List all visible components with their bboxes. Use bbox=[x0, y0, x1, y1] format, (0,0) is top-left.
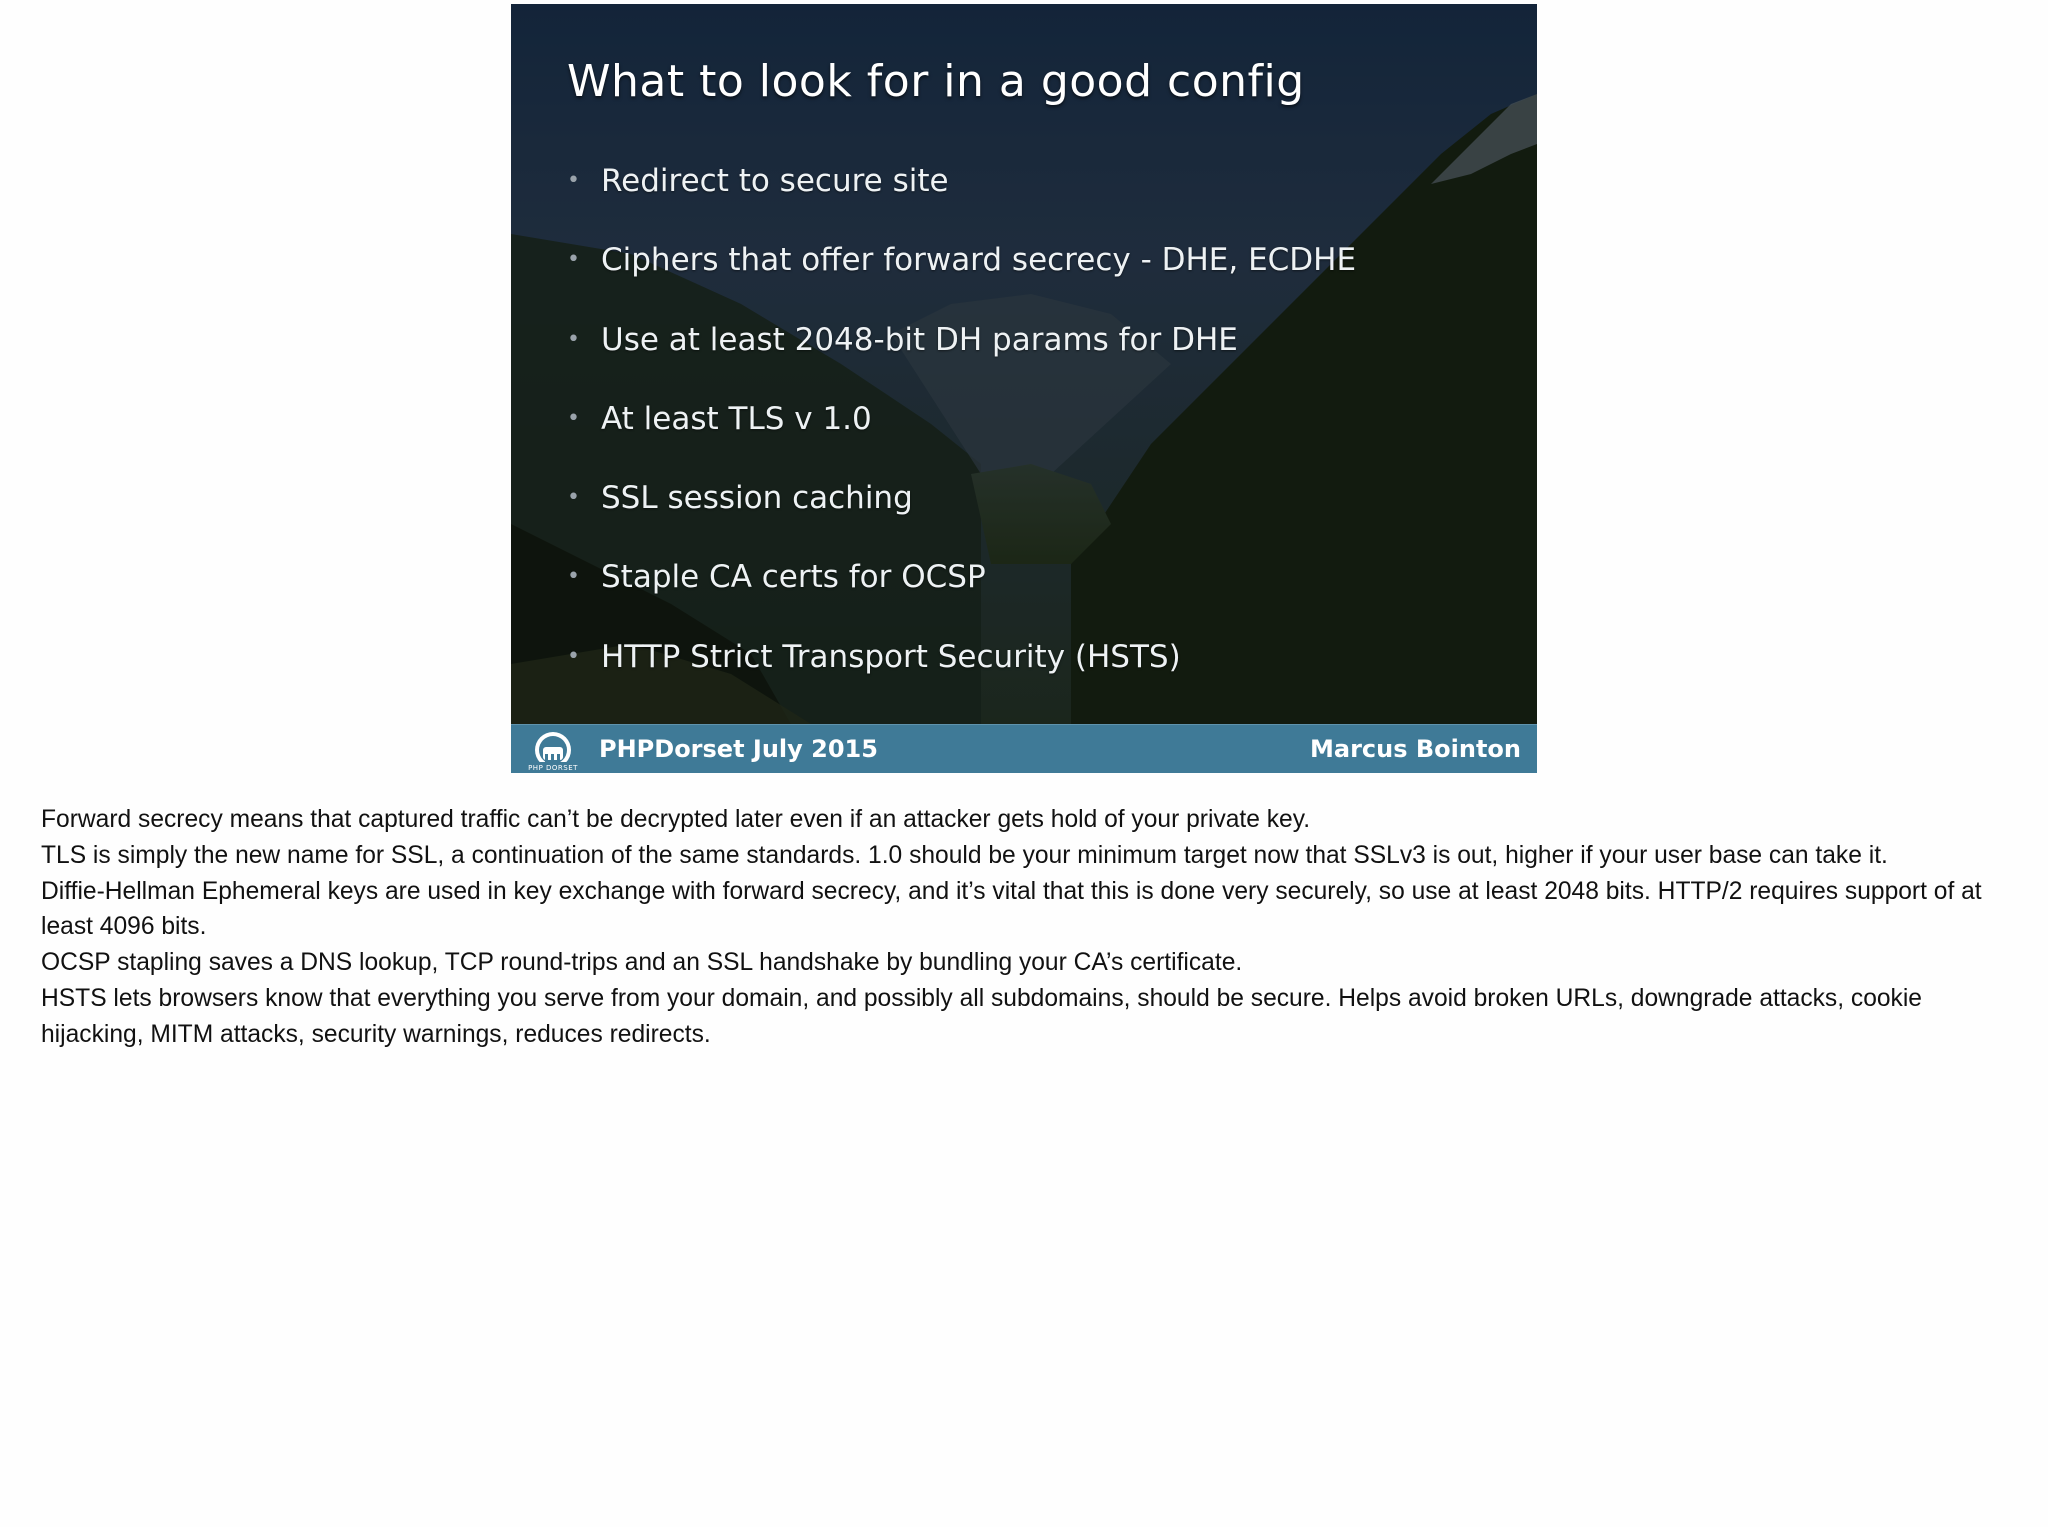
slide-footer bbox=[511, 724, 1537, 773]
speaker-notes bbox=[41, 802, 2021, 1053]
bullet-text: SSL session caching bbox=[601, 480, 913, 517]
bullet-item bbox=[567, 397, 1356, 476]
footer-event-label: PHPDorset July 2015 bbox=[599, 735, 878, 763]
bullet-dot-icon: • bbox=[567, 564, 580, 590]
logo-text: PHP DORSET bbox=[528, 764, 578, 772]
bullet-text: Staple CA certs for OCSP bbox=[601, 559, 986, 596]
bullet-text: At least TLS v 1.0 bbox=[601, 400, 872, 437]
bullet-dot-icon: • bbox=[567, 326, 580, 352]
note-paragraph: OCSP stapling saves a DNS lookup, TCP round-trips and an SSL handshake by bundling your CA’s certificate. bbox=[41, 949, 1243, 977]
bullet-dot-icon: • bbox=[567, 405, 580, 431]
bullet-item bbox=[567, 555, 1356, 634]
bullet-item bbox=[567, 635, 1356, 714]
bullet-text: Redirect to secure site bbox=[601, 163, 949, 199]
bullet-item bbox=[567, 159, 1356, 238]
note-paragraph: TLS is simply the new name for SSL, a continuation of the same standards. 1.0 should be your minimum target now that SSLv3 is out, higher if your user base can take it. bbox=[41, 841, 1888, 869]
note-paragraph: HSTS lets browsers know that everything you serve from your domain, and possibly all subdomains, should be secure. Helps avoid broken URLs, downgrade attacks, cookie hijacking, MITM attacks, security warnings, reduces redirects. bbox=[41, 984, 1922, 1048]
bullet-dot-icon: • bbox=[567, 643, 580, 669]
bullet-item bbox=[567, 318, 1356, 397]
elephant-logo-icon bbox=[525, 730, 581, 772]
bullet-dot-icon: • bbox=[567, 485, 580, 511]
note-paragraph: Forward secrecy means that captured traffic can’t be decrypted later even if an attacker gets hold of your private key. bbox=[41, 806, 1311, 833]
bullet-dot-icon: • bbox=[567, 168, 580, 193]
bullet-list bbox=[567, 159, 1356, 714]
footer-author-label: Marcus Bointon bbox=[1309, 735, 1521, 763]
note-paragraph: Diffie-Hellman Ephemeral keys are used in key exchange with forward secrecy, and it’s vital that this is done very securely, so use at least 2048 bits. HTTP/2 requires support of at least 4096 bits. bbox=[41, 877, 1982, 941]
bullet-text: Use at least 2048-bit DH params for DHE bbox=[601, 321, 1238, 358]
bullet-item bbox=[567, 476, 1356, 555]
bullet-item bbox=[567, 238, 1356, 317]
bullet-text: Ciphers that offer forward secrecy - DHE, ECDHE bbox=[601, 242, 1357, 279]
slide-title: What to look for in a good config bbox=[567, 56, 1305, 107]
bullet-dot-icon: • bbox=[567, 247, 580, 273]
slide bbox=[511, 4, 1537, 773]
bullet-text: HTTP Strict Transport Security (HSTS) bbox=[601, 638, 1181, 675]
